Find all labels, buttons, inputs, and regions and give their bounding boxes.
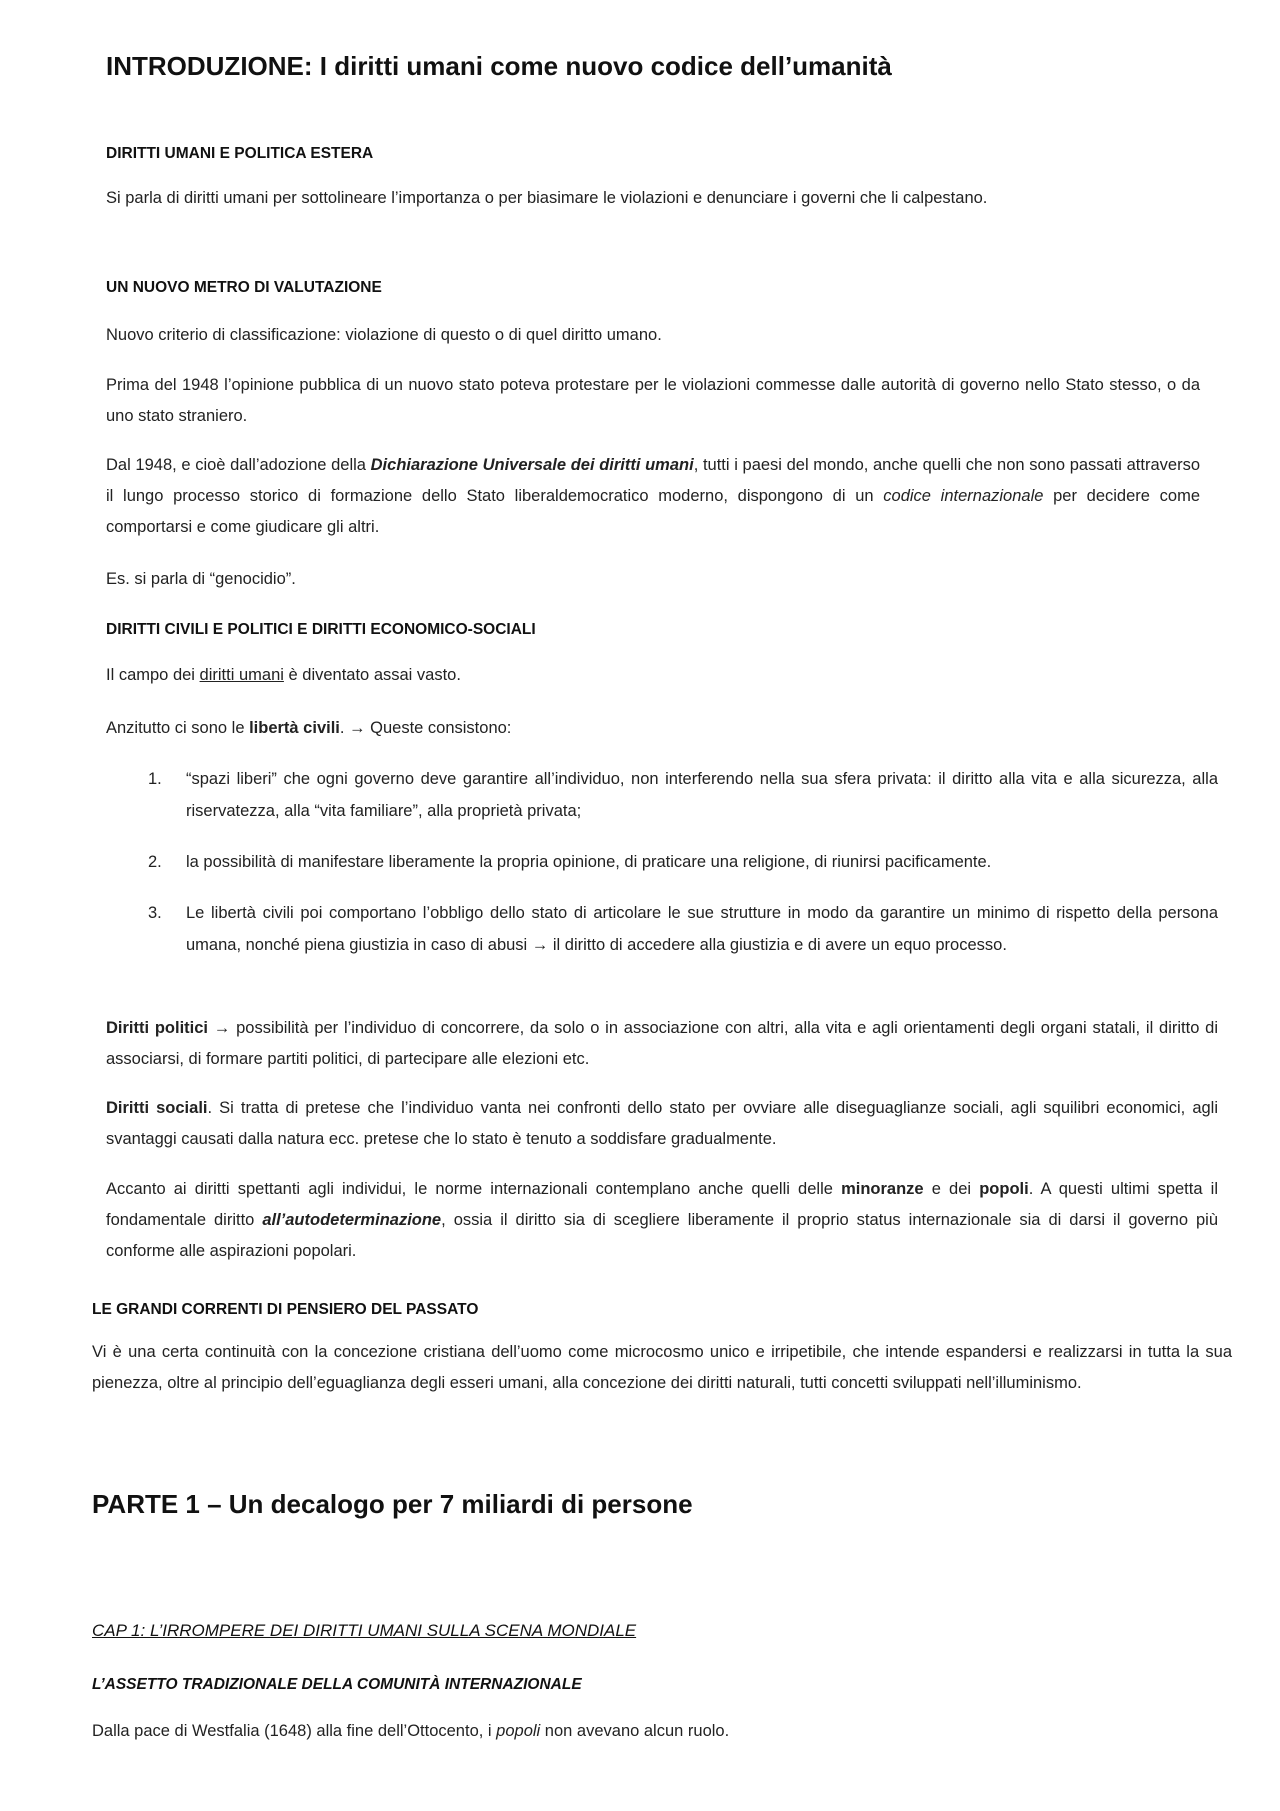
paragraph-social-rights: Diritti sociali. Si tratta di pretese che l’individuo vanta nei confronti dello stato per ovviare alle diseguaglianze sociali, agli squilibri economici, agli svantaggi causati dalla natura ecc. pretese che lo stato è tenuto a soddisfare gradualmente. [106,1099,1218,1148]
chapter-1-title: CAP 1: L’IRROMPERE DEI DIRITTI UMANI SULLA SCENA MONDIALE [92,1621,637,1640]
section-heading-foreign-policy: DIRITTI UMANI E POLITICA ESTERA [106,145,374,162]
human-rights-underlined: diritti umani [199,666,284,684]
part-1-title: PARTE 1 – Un decalogo per 7 miliardi di persone [92,1489,693,1519]
paragraph-genocide-example: Es. si parla di “genocidio”. [106,570,296,588]
list-item: 1. “spazi liberi” che ogni governo deve garantire all’individuo, non interferendo nella sua sfera privata: il diritto alla vita e alla sicurezza, alla riservatezza, alla “vita familiare”, alla proprietà privata; [148,770,1218,820]
paragraph-foreign-policy: Si parla di diritti umani per sottolineare l’importanza o per biasimare le violazioni e denunciare i governi che li calpestano. [106,189,988,207]
paragraph-since-1948: Dal 1948, e cioè dall’adozione della Dichiarazione Universale dei diritti umani, tutti i paesi del mondo, anche quelli che non sono passati attraverso il lungo processo storico di formazione dello Stato liberaldemocratico moderno, dispongono di un codice internazionale per decidere come comportarsi e come giudicare gli altri. [106,456,1200,536]
paragraph-before-1948: Prima del 1948 l’opinione pubblica di un nuovo stato poteva protestare per le violazioni commesse dalle autorità di governo nello Stato stesso, o da uno stato straniero. [106,376,1200,425]
section-heading-civil-political-rights: DIRITTI CIVILI E POLITICI E DIRITTI ECONOMICO-SOCIALI [106,621,536,638]
section-heading-traditional-order: L’ASSETTO TRADIZIONALE DELLA COMUNITÀ INTERNAZIONALE [92,1676,582,1693]
paragraph-peoples-rights: Accanto ai diritti spettanti agli individui, le norme internazionali contemplano anche quelli delle minoranze e dei popoli. A questi ultimi spetta il fondamentale diritto all’autodeterminazione, ossia il diritto sia di scegliere liberamente il proprio status internazionale sia di darsi il governo più conforme alle aspirazioni popolari. [106,1180,1218,1260]
paragraph-civil-liberties: Anzitutto ci sono le libertà civili. → Queste consistono: [106,719,512,737]
paragraph-new-criterion: Nuovo criterio di classificazione: violazione di questo o di quel diritto umano. [106,326,662,344]
list-item: 3. Le libertà civili poi comportano l’obbligo dello stato di articolare le sue strutture in modo da garantire un minimo di rispetto della persona umana, nonché piena giustizia in caso di abusi → il diritto di accedere alla giustizia e di avere un equo processo. [148,904,1218,954]
paragraph-westphalia: Dalla pace di Westfalia (1648) alla fine dell’Ottocento, i popoli non avevano alcun ruolo. [92,1722,730,1740]
paragraph-field-of-rights: Il campo dei diritti umani è diventato assai vasto. [106,666,461,684]
intro-title: INTRODUZIONE: I diritti umani come nuovo codice dell’umanità [106,51,892,81]
declaration-title: Dichiarazione Universale dei diritti umani [370,456,694,474]
paragraph-currents-of-thought: Vi è una certa continuità con la concezione cristiana dell’uomo come microcosmo unico e irripetibile, che intende espandersi e realizzarsi in tutta la sua pienezza, oltre al principio dell’eguaglianza degli esseri umani, alla concezione dei diritti naturali, tutti concetti sviluppati nell’illuminismo. [92,1343,1232,1392]
section-heading-currents-of-thought: LE GRANDI CORRENTI DI PENSIERO DEL PASSATO [92,1301,479,1318]
paragraph-political-rights: Diritti politici → possibilità per l’individuo di concorrere, da solo o in associazione con altri, alla vita e agli orientamenti degli organi statali, il diritto di associarsi, di formare partiti politici, di partecipare alle elezioni etc. [106,1019,1218,1068]
list-item: 2. la possibilità di manifestare liberamente la propria opinione, di praticare una religione, di riunirsi pacificamente. [148,853,992,871]
self-determination-term: all’autodeterminazione [262,1211,442,1229]
section-heading-new-metric: UN NUOVO METRO DI VALUTAZIONE [106,279,382,296]
